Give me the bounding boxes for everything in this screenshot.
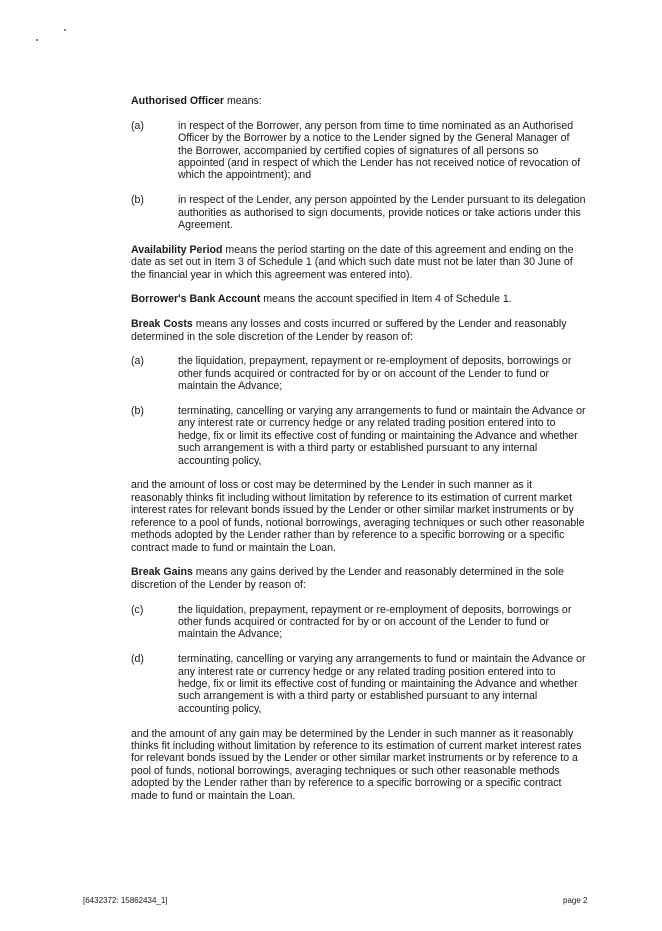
- defined-term: Break Gains: [131, 566, 193, 579]
- list-item: [131, 604, 586, 641]
- item-label: (c): [131, 603, 144, 616]
- item-label: (a): [131, 355, 144, 368]
- definitions-body: [131, 95, 586, 814]
- definition-text: means:: [224, 95, 262, 107]
- defined-term: Availability Period: [131, 243, 223, 256]
- item-text: terminating, cancelling or varying any arrangements to fund or maintain the Advance or any interest rate or currency hedge or any related trading position entered into to hedge, fix or limit its effective cost of funding or maintaining the Advance and whether such arrangement is with a third party or established pursuant to any internal accounting policy,: [178, 405, 586, 467]
- definition-borrowers-bank-account: [131, 293, 586, 305]
- definition-text: means any gains derived by the Lender and reasonably determined in the sole discretion of the Lender by reason of:: [131, 566, 564, 591]
- item-label: (d): [131, 653, 144, 666]
- definition-availability-period: [131, 244, 586, 281]
- definition-break-gains: [131, 566, 586, 591]
- list-item: [131, 653, 586, 715]
- item-text: terminating, cancelling or varying any arrangements to fund or maintain the Advance or any interest rate or currency hedge or any related trading position entered into to hedge, fix or limit its effective cost of funding or maintaining the Advance and whether such arrangement is with a third party or established pursuant to any internal accounting policy,: [178, 653, 586, 715]
- item-label: (b): [131, 405, 144, 418]
- item-text: in respect of the Lender, any person appointed by the Lender pursuant to its delegation authorities as authorised to sign documents, provide notices or take actions under this Agreement.: [178, 194, 586, 232]
- definition-text: means the account specified in Item 4 of Schedule 1.: [260, 293, 512, 306]
- document-reference: [6432372: 15862434_1]: [83, 896, 168, 905]
- defined-term: Break Costs: [131, 318, 193, 331]
- defined-term: Authorised Officer: [131, 95, 225, 107]
- definition-text: means the period starting on the date of this agreement and ending on the date as set out in Item 3 of Schedule 1 (and which such date must not be later than 30 June of the financial year in which this agreement was entered into).: [131, 243, 574, 281]
- list-item: [131, 194, 586, 231]
- item-text: the liquidation, prepayment, repayment or re-employment of deposits, borrowings or other funds acquired or contracted for by or on account of the Lender to fund or maintain the Advance;: [178, 355, 572, 393]
- definition-text: means any losses and costs incurred or suffered by the Lender and reasonably determined in the sole discretion of the Lender by reason of:: [131, 318, 567, 343]
- item-label: (a): [131, 119, 144, 132]
- list-item: [131, 120, 586, 182]
- page-number: page 2: [563, 896, 588, 905]
- list-item: [131, 355, 586, 392]
- definition-tail-paragraph: and the amount of loss or cost may be determined by the Lender in such manner as it reasonably thinks fit including without limitation by reference to its estimation of current market interest rates for relevant bonds issued by the Lender or other similar market instruments or by reference to a pool of funds, notional borrowings, averaging techniques or such other reasonable methods adopted by the Lender rather than by reference to a specific borrowing or a specific contract made to fund or maintain the Loan.: [131, 479, 585, 554]
- item-text: the liquidation, prepayment, repayment or re-employment of deposits, borrowings or other funds acquired or contracted for by or on account of the Lender to fund or maintain the Advance;: [178, 603, 572, 641]
- definition-tail-paragraph: and the amount of any gain may be determined by the Lender in such manner as it reasonably thinks fit including without limitation by reference to its estimation of current market interest rates for relevant bonds issued by the Lender or other similar market instruments or by reference to a pool of funds, notional borrowings, averaging techniques or such other reasonable methods adopted by the Lender rather than by reference to a specific borrowing or a specific contract made to fund or maintain the Loan.: [131, 727, 582, 802]
- list-item: [131, 405, 586, 467]
- scan-speck: [64, 29, 66, 31]
- defined-term: Borrower's Bank Account: [131, 293, 261, 306]
- definition-authorised-officer: [131, 95, 586, 107]
- item-label: (b): [131, 194, 144, 207]
- item-text: in respect of the Borrower, any person from time to time nominated as an Authorised Officer by the Borrower by a notice to the Lender signed by the General Manager of the Borrower, accompanied by certified copies of signatures of all persons so appointed (and in respect of which the Lender has not received notice of revocation of which the appointment); and: [178, 119, 581, 182]
- scan-speck: [36, 39, 38, 41]
- definition-break-costs: [131, 318, 586, 343]
